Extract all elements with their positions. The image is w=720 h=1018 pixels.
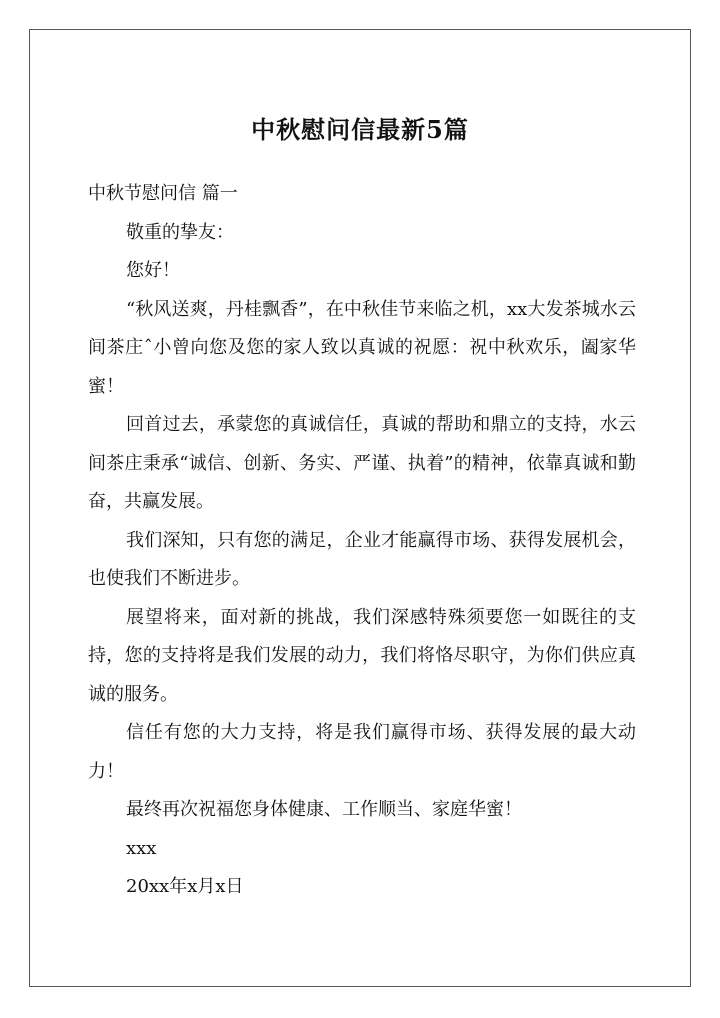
paragraph: 展望将来，面对新的挑战，我们深感特殊须要您一如既往的支持，您的支持将是我们发展的动力，我们将恪尽职守，为你们供应真诚的服务。 [88, 606, 636, 705]
paragraph: “秋风送爽，丹桂飘香”，在中秋佳节来临之机，xx大发茶城水云间茶庄ˆ小曾向您及您的家人致以真诚的祝愿：祝中秋欢乐，阖家华蜜！ [88, 298, 636, 397]
closing-wish: 最终再次祝福您身体健康、工作顺当、家庭华蜜！ [126, 799, 522, 820]
signature: xxx [126, 837, 157, 859]
section-heading: 中秋节慰问信 篇一 [88, 183, 238, 204]
letter-body [88, 175, 636, 907]
paragraph: 我们深知，只有您的满足，企业才能赢得市场、获得发展机会，也使我们不断进步。 [88, 529, 636, 589]
paragraph: 回首过去，承蒙您的真诚信任，真诚的帮助和鼎立的支持，水云间茶庄秉承“诚信、创新、务实、严谨、执着”的精神，依靠真诚和勤奋，共赢发展。 [88, 414, 636, 512]
salutation: 敬重的挚友： [126, 221, 234, 243]
letter-date: 20xx年x月x日 [126, 876, 244, 897]
document-title: 中秋慰问信最新5篇 [251, 115, 469, 144]
paragraph: 信任有您的大力支持，将是我们赢得市场、获得发展的最大动力！ [88, 722, 636, 782]
greeting: 您好！ [126, 260, 180, 281]
